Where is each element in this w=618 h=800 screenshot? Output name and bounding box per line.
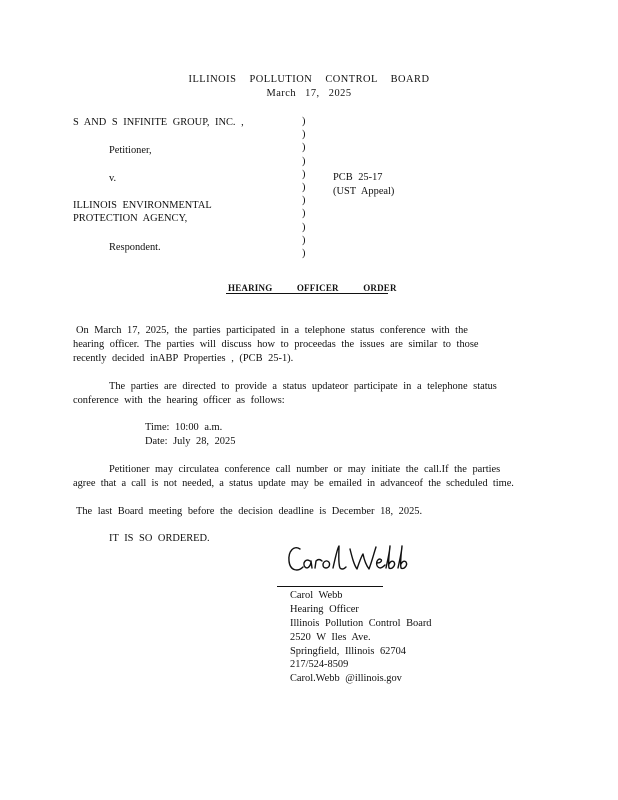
para3-line1: Petitioner may circulatea conference call number or may initiate the call.If the parties — [109, 464, 501, 475]
para1-line1: On March 17, 2025, the parties participated in a telephone status conference with the — [76, 325, 468, 336]
bracket-paren: ) — [302, 155, 306, 167]
case-number: PCB 25-17 — [333, 172, 383, 183]
petitioner-role: Petitioner, — [109, 145, 152, 156]
signer-email[interactable]: Carol.Webb @illinois.gov — [290, 673, 402, 684]
signer-title: Hearing Officer — [290, 604, 359, 615]
order-date: March 17, 2025 — [266, 88, 352, 99]
bracket-paren: ) — [302, 221, 306, 233]
bracket-paren: ) — [302, 234, 306, 246]
closing-statement: IT IS SO ORDERED. — [109, 533, 210, 544]
signer-name: Carol Webb — [290, 590, 343, 601]
respondent-role: Respondent. — [109, 242, 161, 253]
bracket-paren: ) — [302, 181, 306, 193]
signer-city: Springfield, Illinois 62704 — [290, 646, 406, 657]
case-type: (UST Appeal) — [333, 186, 395, 197]
para1-line3: recently decided inABP Properties , (PCB 25-1). — [73, 353, 294, 364]
respondent-name-line2: PROTECTION AGENCY, — [73, 213, 188, 224]
bracket-paren: ) — [302, 142, 306, 154]
para2-line2: conference with the hearing officer as follows: — [73, 395, 285, 406]
para3-line2: agree that a call is not needed, a status update may be emailed in advanceof the scheduled time. — [73, 478, 514, 489]
conference-date: Date: July 28, 2025 — [145, 436, 236, 447]
para4: The last Board meeting before the decision deadline is December 18, 2025. — [76, 506, 423, 517]
heading-underline — [226, 293, 388, 294]
caption-bracket — [302, 116, 305, 261]
respondent-name-line1: ILLINOIS ENVIRONMENTAL — [73, 200, 212, 211]
signer-phone: 217/524-8509 — [290, 659, 349, 670]
bracket-paren: ) — [302, 116, 306, 127]
signer-street: 2520 W Iles Ave. — [290, 632, 371, 643]
order-heading: HEARING OFFICER ORDER — [228, 283, 397, 293]
para1-line2: hearing officer. The parties will discuss how to proceedas the issues are similar to those — [73, 339, 479, 350]
bracket-paren: ) — [302, 247, 306, 259]
bracket-paren: ) — [302, 129, 306, 141]
para2-line1: The parties are directed to provide a status updateor participate in a telephone status — [109, 381, 497, 392]
bracket-paren: ) — [302, 168, 306, 180]
conference-time: Time: 10:00 a.m. — [145, 422, 223, 433]
versus-label: v. — [109, 173, 117, 184]
bracket-paren: ) — [302, 195, 306, 207]
bracket-paren: ) — [302, 208, 306, 220]
signature-line — [277, 586, 383, 587]
agency-title: ILLINOIS POLLUTION CONTROL BOARD — [188, 74, 430, 85]
signer-organization: Illinois Pollution Control Board — [290, 618, 432, 629]
handwritten-signature — [286, 541, 416, 581]
petitioner-name: S AND S INFINITE GROUP, INC. , — [73, 117, 244, 128]
